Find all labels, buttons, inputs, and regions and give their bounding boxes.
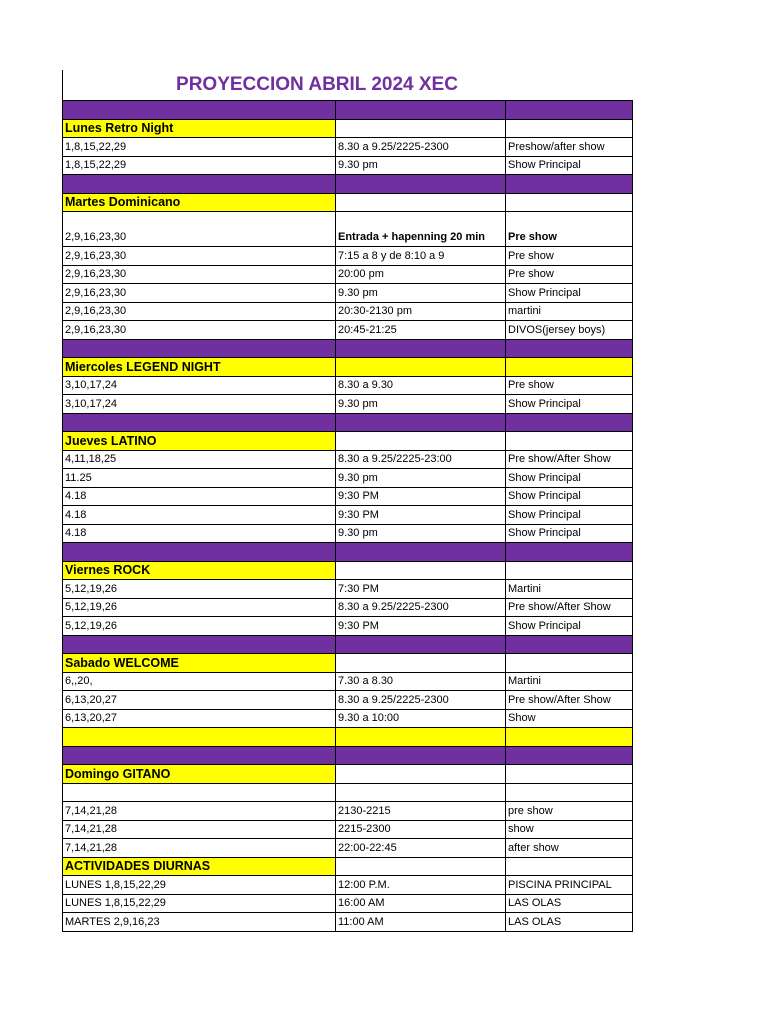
cell-time: 9.30 pm xyxy=(336,284,506,303)
table-row xyxy=(63,487,633,506)
cell-time: 8.30 a 9.25/2225-23:00 xyxy=(336,450,506,469)
table-row xyxy=(63,395,633,414)
cell-time: 11:00 AM xyxy=(336,913,506,932)
cell-event: pre show xyxy=(506,802,633,821)
section-title: Martes Dominicano xyxy=(63,193,336,212)
cell-dates: 7,14,21,28 xyxy=(63,820,336,839)
cell-event: Show Principal xyxy=(506,506,633,525)
cell-event: after show xyxy=(506,839,633,858)
table-row xyxy=(63,598,633,617)
separator-row xyxy=(63,635,633,654)
section-title: ACTIVIDADES DIURNAS xyxy=(63,857,336,876)
cell-time: 2130-2215 xyxy=(336,802,506,821)
section-header-jueves xyxy=(63,432,633,451)
cell-event: Show Principal xyxy=(506,617,633,636)
cell-dates: 11.25 xyxy=(63,469,336,488)
highlight-row xyxy=(63,728,633,747)
cell-time: 9.30 pm xyxy=(336,469,506,488)
cell-dates: 2,9,16,23,30 xyxy=(63,265,336,284)
cell-time: 22:00-22:45 xyxy=(336,839,506,858)
cell-event: Show Principal xyxy=(506,469,633,488)
cell-dates: 5,12,19,26 xyxy=(63,617,336,636)
cell-dates: 5,12,19,26 xyxy=(63,598,336,617)
cell-event: Pre show/After Show xyxy=(506,691,633,710)
cell-event: Show Principal xyxy=(506,284,633,303)
cell-dates: 5,12,19,26 xyxy=(63,580,336,599)
cell-event: Pre show xyxy=(506,212,633,247)
cell-dates: 2,9,16,23,30 xyxy=(63,247,336,266)
table-row xyxy=(63,524,633,543)
separator-row xyxy=(63,339,633,358)
cell-dates: 6,13,20,27 xyxy=(63,709,336,728)
cell-time: Entrada + hapenning 20 min xyxy=(336,212,506,247)
table-row xyxy=(63,839,633,858)
section-title: Jueves LATINO xyxy=(63,432,336,451)
section-title: Miercoles LEGEND NIGHT xyxy=(63,358,336,377)
table-row xyxy=(63,247,633,266)
section-header-martes xyxy=(63,193,633,212)
cell-time: 9.30 pm xyxy=(336,395,506,414)
cell-time: 20:30-2130 pm xyxy=(336,302,506,321)
section-title: Lunes Retro Night xyxy=(63,119,336,138)
cell-dates: 7,14,21,28 xyxy=(63,839,336,858)
table-row xyxy=(63,138,633,157)
cell-event: martini xyxy=(506,302,633,321)
cell-event: Martini xyxy=(506,580,633,599)
section-header-actividades xyxy=(63,857,633,876)
cell-time: 9.30 pm xyxy=(336,156,506,175)
cell-event: Pre show/After Show xyxy=(506,450,633,469)
separator-row xyxy=(63,746,633,765)
cell-event: DIVOS(jersey boys) xyxy=(506,321,633,340)
table-row xyxy=(63,691,633,710)
cell-event: Show Principal xyxy=(506,524,633,543)
cell-time: 7:30 PM xyxy=(336,580,506,599)
cell-dates: 6,,20, xyxy=(63,672,336,691)
section-title: Sabado WELCOME xyxy=(63,654,336,673)
table-row xyxy=(63,265,633,284)
section-header-viernes xyxy=(63,561,633,580)
cell-event: Pre show xyxy=(506,247,633,266)
cell-event: PISCINA PRINCIPAL xyxy=(506,876,633,895)
page-title: PROYECCION ABRIL 2024 XEC xyxy=(176,74,458,95)
table-row xyxy=(63,450,633,469)
table-row xyxy=(63,876,633,895)
separator-row xyxy=(63,543,633,562)
separator-row xyxy=(63,175,633,194)
cell-dates: 2,9,16,23,30 xyxy=(63,302,336,321)
cell-dates: MARTES 2,9,16,23 xyxy=(63,913,336,932)
cell-time: 20:00 pm xyxy=(336,265,506,284)
table-row xyxy=(63,284,633,303)
section-header-miercoles xyxy=(63,358,633,377)
table-row xyxy=(63,580,633,599)
table-row xyxy=(63,820,633,839)
cell-dates: 3,10,17,24 xyxy=(63,376,336,395)
cell-time: 7.30 a 8.30 xyxy=(336,672,506,691)
table-row xyxy=(63,617,633,636)
cell-time: 8.30 a 9.25/2225-2300 xyxy=(336,691,506,710)
table-row xyxy=(63,506,633,525)
cell-time: 20:45-21:25 xyxy=(336,321,506,340)
cell-dates: 1,8,15,22,29 xyxy=(63,156,336,175)
cell-event: Show Principal xyxy=(506,395,633,414)
cell-event: Pre show xyxy=(506,376,633,395)
cell-time: 7:15 a 8 y de 8:10 a 9 xyxy=(336,247,506,266)
separator-row xyxy=(63,413,633,432)
cell-time: 9.30 a 10:00 xyxy=(336,709,506,728)
cell-time: 9.30 pm xyxy=(336,524,506,543)
cell-dates: 2,9,16,23,30 xyxy=(63,284,336,303)
cell-dates: 4,11,18,25 xyxy=(63,450,336,469)
table-row xyxy=(63,672,633,691)
cell-time: 16:00 AM xyxy=(336,894,506,913)
section-title: Domingo GITANO xyxy=(63,765,336,784)
separator-row xyxy=(63,101,633,120)
table-row xyxy=(63,156,633,175)
cell-dates: 6,13,20,27 xyxy=(63,691,336,710)
cell-dates: 7,14,21,28 xyxy=(63,802,336,821)
cell-time: 9:30 PM xyxy=(336,487,506,506)
cell-event: LAS OLAS xyxy=(506,913,633,932)
table-row xyxy=(63,913,633,932)
cell-time: 2215-2300 xyxy=(336,820,506,839)
table-row xyxy=(63,212,633,247)
cell-event: Show Principal xyxy=(506,156,633,175)
cell-dates: 1,8,15,22,29 xyxy=(63,138,336,157)
cell-time: 9:30 PM xyxy=(336,617,506,636)
cell-time: 8.30 a 9.25/2225-2300 xyxy=(336,138,506,157)
cell-dates: LUNES 1,8,15,22,29 xyxy=(63,894,336,913)
table-row xyxy=(63,894,633,913)
cell-event: LAS OLAS xyxy=(506,894,633,913)
cell-dates: 4.18 xyxy=(63,487,336,506)
cell-time: 12:00 P.M. xyxy=(336,876,506,895)
table-row xyxy=(63,321,633,340)
cell-event: Preshow/after show xyxy=(506,138,633,157)
cell-dates: 2,9,16,23,30 xyxy=(63,321,336,340)
cell-event: Show Principal xyxy=(506,487,633,506)
cell-event: show xyxy=(506,820,633,839)
cell-dates: 4.18 xyxy=(63,524,336,543)
cell-dates: 2,9,16,23,30 xyxy=(63,212,336,247)
schedule-table xyxy=(62,100,633,932)
cell-time: 8.30 a 9.30 xyxy=(336,376,506,395)
empty-row xyxy=(63,783,633,802)
table-row xyxy=(63,709,633,728)
table-row xyxy=(63,802,633,821)
cell-event: Pre show/After Show xyxy=(506,598,633,617)
cell-dates: LUNES 1,8,15,22,29 xyxy=(63,876,336,895)
table-row xyxy=(63,469,633,488)
section-header-lunes xyxy=(63,119,633,138)
cell-event: Martini xyxy=(506,672,633,691)
cell-event: Pre show xyxy=(506,265,633,284)
table-row xyxy=(63,302,633,321)
table-row xyxy=(63,376,633,395)
section-header-domingo xyxy=(63,765,633,784)
cell-event: Show xyxy=(506,709,633,728)
cell-time: 8.30 a 9.25/2225-2300 xyxy=(336,598,506,617)
cell-dates: 3,10,17,24 xyxy=(63,395,336,414)
cell-time: 9:30 PM xyxy=(336,506,506,525)
cell-dates: 4.18 xyxy=(63,506,336,525)
section-header-sabado xyxy=(63,654,633,673)
section-title: Viernes ROCK xyxy=(63,561,336,580)
